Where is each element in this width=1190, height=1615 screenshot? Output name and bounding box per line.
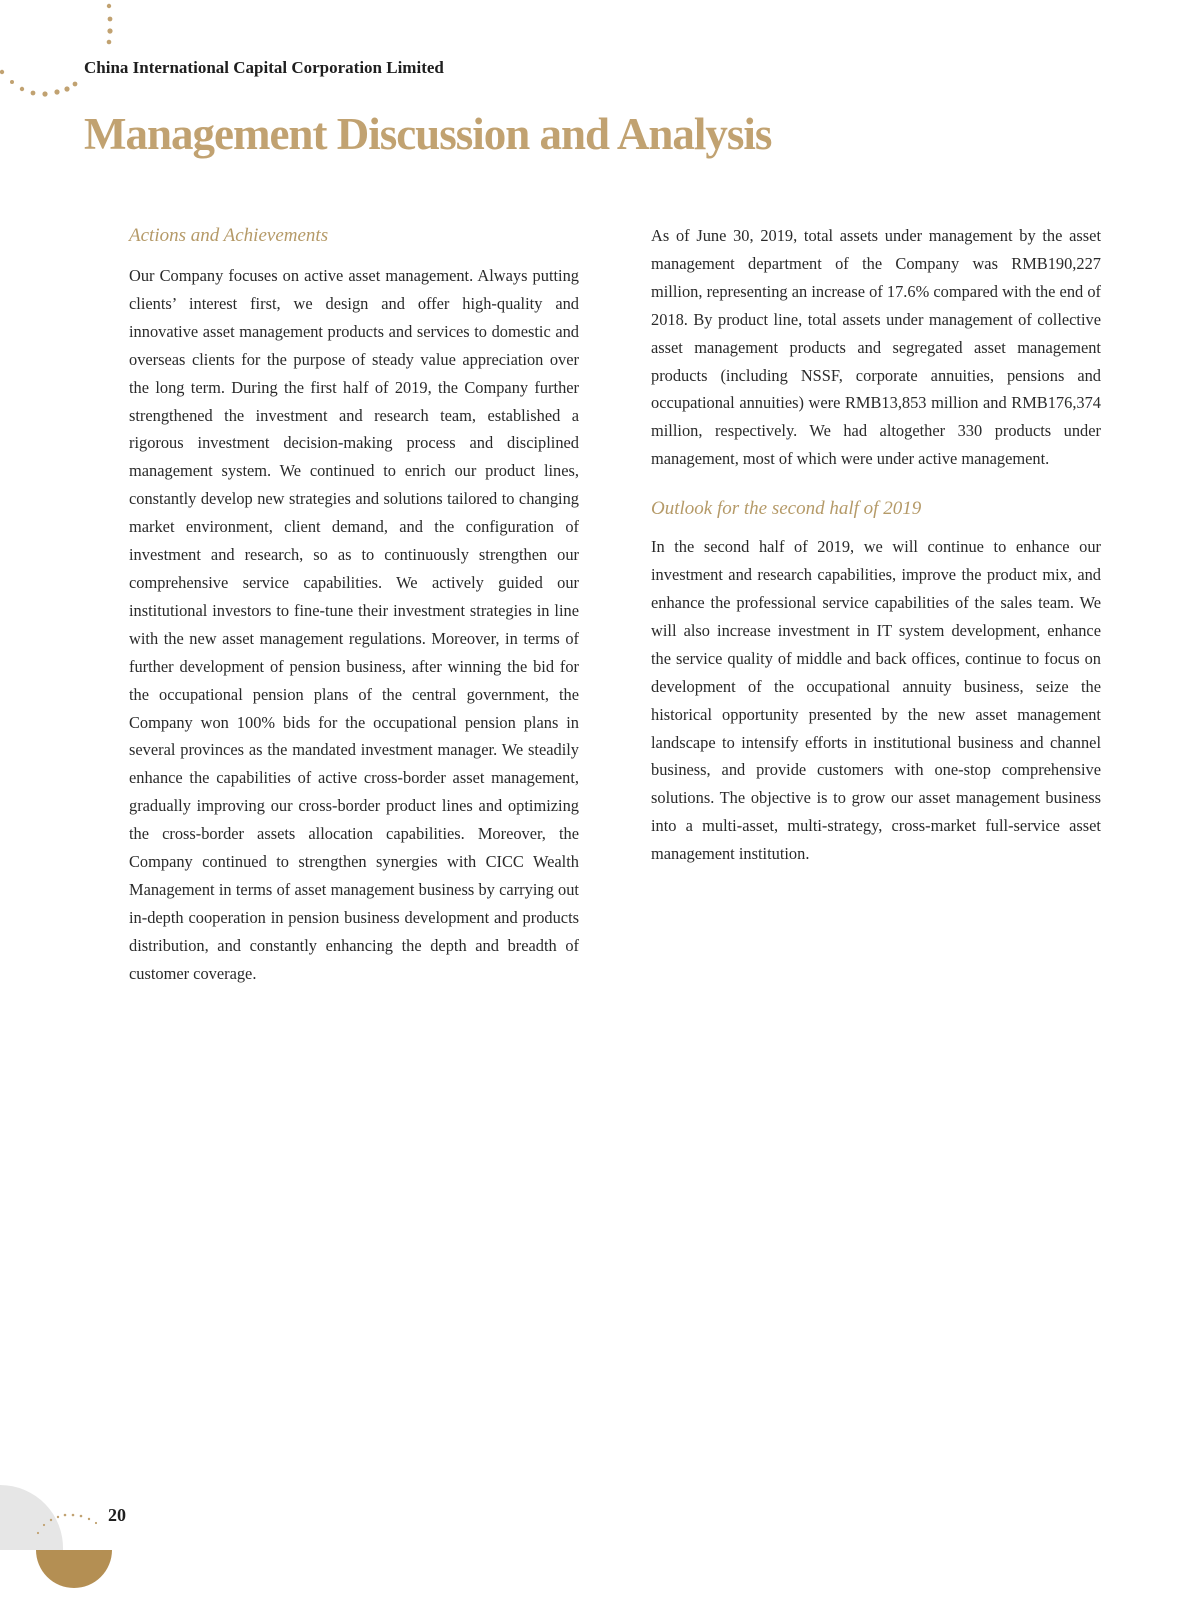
assets-under-management-paragraph: As of June 30, 2019, total assets under management by the asset management department of the Company was RMB190,227 million, representing an increase of 17.6% compared with the end of 2018. By product line, total assets under management of collective asset management products and segregated asset management products (including NSSF, corporate annuities, pensions and occupational annuities) were RMB13,853 million and RMB176,374 million, respectively. We had altogether 330 products under management, most of which were under active management. <box>651 226 1101 469</box>
section-heading-outlook: Outlook for the second half of 2019 <box>651 498 922 520</box>
page-title: Management Discussion and Analysis <box>84 109 772 159</box>
dotted-arc-decoration <box>0 0 130 110</box>
company-name-header: China International Capital Corporation Limited <box>84 58 444 77</box>
outlook-paragraph: In the second half of 2019, we will continue to enhance our investment and research capabilities, improve the product mix, and enhance the professional service capabilities of the sales team. We will also increase investment in IT system development, enhance the service quality of middle and back offices, continue to focus on development of the occupational annuity business, seize the historical opportunity presented by the new asset management landscape to intensify efforts in institutional business and channel business, and provide customers with one-stop comprehensive solutions. The objective is to grow our asset management business into a multi-asset, multi-strategy, cross-market full-service asset management institution. <box>651 537 1101 864</box>
page-number: 20 <box>108 1505 126 1525</box>
left-column <box>129 222 579 988</box>
section-heading-actions-achievements: Actions and Achievements <box>129 225 329 246</box>
actions-achievements-paragraph: Our Company focuses on active asset management. Always putting clients’ interest first, we design and offer high-quality and innovative asset management products and services to domestic and overseas clients for the purpose of steady value appreciation over the long term. During the first half of 2019, the Company further strengthened the investment and research team, established a rigorous investment decision-making process and disciplined management system. We continued to enrich our product lines, constantly develop new strategies and solutions tailored to changing market environment, client demand, and the configuration of investment and research, so as to continuously strengthen our comprehensive service capabilities. We actively guided our institutional investors to fine-tune their investment strategies in line with the new asset management regulations. Moreover, in terms of further development of pension business, after winning the bid for the occupational pension plans of the central government, the Company won 100% bids for the occupational pension plans in several provinces as the mandated investment manager. We steadily enhance the capabilities of active cross-border asset management, gradually improving our cross-border product lines and optimizing the cross-border assets allocation capabilities. Moreover, the Company continued to strengthen synergies with CICC Wealth Management in terms of asset management business by carrying out in-depth cooperation in pension business development and products distribution, and constantly enhancing the depth and breadth of customer coverage. <box>129 266 579 983</box>
footer-semicircle-decoration <box>0 1465 130 1615</box>
right-column <box>651 222 1101 868</box>
